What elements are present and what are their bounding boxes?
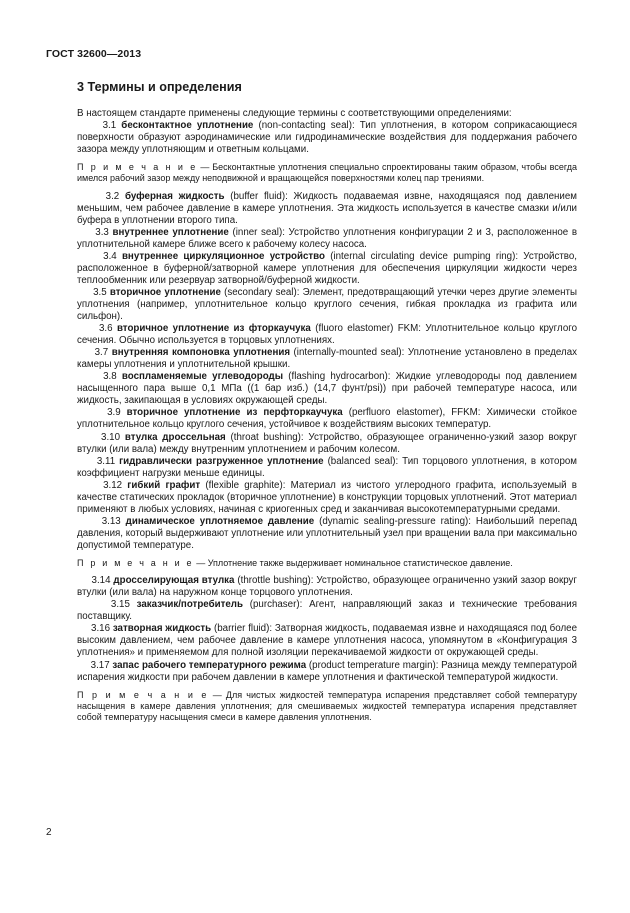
term-name: динамическое уплотняемое давление bbox=[125, 515, 315, 527]
term-name: вторичное уплотнение из перфторкаучука bbox=[126, 407, 343, 419]
term-item bbox=[77, 251, 577, 287]
term-number: 3.2 bbox=[105, 190, 120, 202]
term-name: втулка дроссельная bbox=[124, 431, 226, 443]
term-definition: (internally-mounted seal): Уплотнение установлено в пределах камеры уплотнения и уплотнительной крышки. bbox=[77, 347, 577, 371]
term-name: внутренняя компоновка уплотнения bbox=[111, 347, 291, 359]
term-name: внутреннее уплотнение bbox=[112, 226, 229, 238]
term-item bbox=[77, 599, 577, 623]
term-name: дросселирующая втулка bbox=[113, 575, 235, 587]
note-label: П р и м е ч а н и е bbox=[77, 689, 209, 700]
term-item bbox=[77, 480, 577, 516]
term-definition: (buffer fluid): Жидкость подаваемая извне, находящаяся под давлением меньшим, чем рабочее давление в камере уплотнения. Эта жидкость используется в качестве смазки и/или буфера в уплотнении второго типа. bbox=[77, 190, 577, 226]
note-label: П р и м е ч а н и е bbox=[77, 558, 194, 568]
note-paragraph bbox=[77, 558, 577, 569]
term-number: 3.1 bbox=[102, 120, 117, 132]
note-paragraph bbox=[77, 690, 577, 724]
term-definition: (throat bushing): Устройство, образующее ограниченно-узкий зазор вокруг втулки (или вала) между внутренним уплотнением и рабочим колесом. bbox=[77, 431, 578, 455]
term-name: вторичное уплотнение bbox=[109, 286, 221, 298]
term-number: 3.17 bbox=[90, 659, 110, 671]
term-name: заказчик/потребитель bbox=[136, 599, 243, 611]
term-item bbox=[77, 660, 577, 684]
intro-text: В настоящем стандарте применены следующие термины с соответствующими определениями: bbox=[77, 108, 512, 119]
term-definition: (non-contacting seal): Тип уплотнения, в котором соприкасающиеся поверхности образуют аэродинамические или гидродинамические воздействия для поддержания рабочего зазора между уплотняющим и ответным кольцами. bbox=[77, 120, 577, 156]
term-item bbox=[77, 432, 577, 456]
term-number: 3.4 bbox=[103, 250, 117, 262]
term-item bbox=[77, 191, 577, 227]
term-definition: (barrier fluid): Затворная жидкость, подаваемая извне и находящаяся под более высоким давлением, чем рабочее давление в камере уплотнения насоса, упомянутом в «Конфигурация 3 уплотнения» и применяемом для полной изоляции перекачиваемой жидкости от окружающей среды. bbox=[77, 623, 577, 659]
term-definition: (flexible graphite): Материал из чистого углеродного графита, используемый в качестве статических прокладок (вторичное уплотнение) в конструкции торцовых уплотнений. Этот материал применяют в любых условиях, начиная с криогенных сред и заканчивая высокотемпературными средами. bbox=[77, 479, 577, 515]
term-definition: (secondary seal): Элемент, предотвращающий утечки через другие элементы уплотнения (например, уплотнительное кольцо круглого сечения, гибкая прокладка из графита или сильфон). bbox=[77, 286, 577, 323]
term-definition: (flashing hydrocarbon): Жидкие углеводороды под давлением насыщенного пара выше 0,1 МПа ((1 бар изб.) (14,7 фунт/psi)) при рабочей температуре насоса, или жидкость, закипающая в условиях окружающей среды. bbox=[77, 371, 577, 407]
term-definition: (fluoro elastomer) FKM: Уплотнительное кольцо круглого сечения. Обычно используется в торцовых уплотнениях. bbox=[77, 323, 578, 347]
term-definition: (perfluoro elastomer), FFKM: Химически стойкое уплотнительное кольцо круглого сечения, устойчивое к воздействиям высоких температур. bbox=[77, 407, 577, 431]
term-definition: (dynamic sealing-pressure rating): Наибольший перепад давления, который выдерживают уплотнение или уплотнительный узел при вращении вала при максимально допустимой температуре. bbox=[77, 515, 578, 551]
note-text: — Для чистых жидкостей температура испарения представляет собой температуру насыщения в камере давления уплотнения; для смешиваемых жидкостей температура испарения представляет собой температуру насыщения смеси в камере давления уплотнения. bbox=[77, 689, 577, 723]
term-number: 3.14 bbox=[91, 575, 111, 587]
term-name: вторичное уплотнение из фторкаучука bbox=[116, 323, 311, 335]
term-name: внутреннее циркуляционное устройство bbox=[121, 250, 325, 262]
term-item bbox=[77, 227, 577, 251]
term-number: 3.12 bbox=[103, 479, 123, 491]
term-item bbox=[77, 323, 577, 347]
term-number: 3.10 bbox=[101, 431, 121, 443]
term-number: 3.7 bbox=[94, 347, 109, 359]
term-item bbox=[77, 623, 577, 659]
term-item bbox=[77, 287, 577, 323]
term-name: бесконтактное уплотнение bbox=[121, 120, 254, 132]
term-number: 3.16 bbox=[91, 623, 110, 635]
term-item bbox=[77, 120, 577, 156]
term-item bbox=[77, 516, 577, 552]
term-name: гидравлически разгруженное уплотнение bbox=[119, 455, 324, 467]
term-item bbox=[77, 456, 577, 480]
term-number: 3.5 bbox=[93, 286, 107, 298]
document-body bbox=[77, 108, 577, 729]
term-definition: (product temperature margin): Разница между температурой испарения жидкости при рабочем давлении в камере уплотнения и фактической температурой жидкости. bbox=[77, 659, 577, 683]
term-definition: (balanced seal): Тип торцового уплотнения, в котором коэффициент нагрузки меньше единицы. bbox=[77, 455, 577, 479]
term-item bbox=[77, 371, 577, 407]
page-number: 2 bbox=[46, 827, 52, 838]
term-number: 3.13 bbox=[101, 515, 121, 527]
term-name: буферная жидкость bbox=[124, 190, 225, 202]
note-text: — Бесконтактные уплотнения специально спроектированы таким образом, чтобы всегда имелся рабочий зазор между неподвижной и вращающейся поверхностями колец пар трениями. bbox=[77, 162, 577, 184]
term-number: 3.11 bbox=[96, 455, 116, 467]
term-number: 3.3 bbox=[95, 226, 109, 238]
term-item bbox=[77, 575, 577, 599]
term-number: 3.9 bbox=[107, 407, 121, 419]
term-name: гибкий графит bbox=[127, 479, 201, 491]
document-header: ГОСТ 32600—2013 bbox=[46, 48, 142, 60]
term-item bbox=[77, 347, 577, 371]
term-name: затворная жидкость bbox=[112, 623, 212, 635]
note-label: П р и м е ч а н и е bbox=[77, 162, 198, 173]
note-text: — Уплотнение также выдерживает номинальное статистическое давление. bbox=[193, 558, 513, 568]
term-definition: (internal circulating device pumping ring): Устройство, расположенное в буферной/затворной камере уплотнения для обеспечения циркуляции жидкости через теплообменник или резервуар затворной/буферной жидкости. bbox=[77, 250, 577, 286]
term-number: 3.15 bbox=[110, 599, 130, 611]
term-definition: (purchaser): Агент, направляющий заказ и технические требования поставщику. bbox=[77, 599, 577, 623]
term-item bbox=[77, 407, 577, 431]
term-number: 3.8 bbox=[103, 371, 117, 383]
term-name: запас рабочего температурного режима bbox=[112, 659, 307, 671]
term-name: воспламеняемые углеводороды bbox=[121, 371, 284, 383]
term-number: 3.6 bbox=[98, 323, 113, 335]
section-title: 3 Термины и определения bbox=[77, 80, 242, 94]
term-definition: (inner seal): Устройство уплотнения конфигурации 2 и 3, расположенное в уплотнительной камере ближе всего к рабочему колесу насоса. bbox=[77, 226, 578, 250]
intro-paragraph bbox=[77, 108, 577, 120]
term-definition: (throttle bushing): Устройство, образующее ограниченно узкий зазор вокруг втулки (или вала) на наружном конце торцового уплотнения. bbox=[77, 575, 577, 599]
note-paragraph bbox=[77, 162, 577, 184]
